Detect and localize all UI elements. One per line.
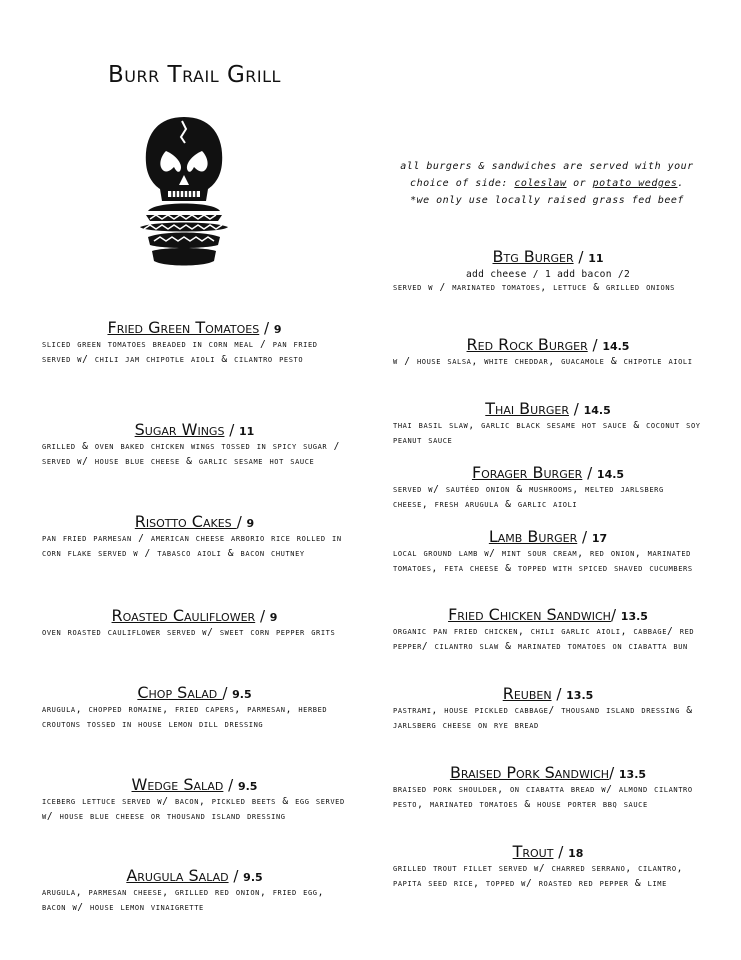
item-description: pan fried parmesan / american cheese arborio rice rolled in corn flake served w / tabasco aioli & bacon chutney [42, 533, 342, 559]
price-separator: / [582, 464, 597, 482]
item-price: 9.5 [243, 871, 263, 884]
item-description: arugula, chopped romaine, fried capers, parmesan, herbed croutons tossed in house lemon dill dressing [42, 704, 328, 730]
menu-item-sugar-wings [42, 420, 347, 469]
item-name: Thai Burger [485, 399, 569, 418]
item-name: Wedge Salad [131, 775, 224, 794]
side-potato-wedges: potato wedges [592, 178, 678, 189]
menu-item-trout [393, 842, 703, 891]
item-description: grilled & oven baked chicken wings tossed in spicy sugar / served w/ house blue cheese & garlic sesame hot sauce [42, 441, 340, 467]
price-separator: / [224, 421, 240, 439]
note-line-2 [392, 175, 702, 192]
item-price: 18 [568, 847, 584, 860]
item-description: organic pan fried chicken, chili garlic aioli, cabbage/ red pepper/ cilantro slaw & marinated tomatoes on ciabatta bun [393, 626, 695, 652]
item-name: Forager Burger [471, 463, 583, 482]
item-price: 17 [591, 532, 608, 545]
menu-item-braised-pork-sandwich [393, 763, 703, 812]
item-name: Roasted Cauliflower [111, 606, 256, 625]
menu-item-red-rock-burger [393, 335, 703, 370]
item-price: 14.5 [602, 340, 630, 353]
item-name: Red Rock Burger [466, 335, 588, 354]
menu-item-forager-burger [393, 463, 703, 512]
price-separator: / [577, 528, 592, 546]
price-separator: / [255, 607, 270, 625]
item-description: arugula, parmesan cheese, grilled red onion, fried egg, bacon w/ house lemon vinaigrette [42, 887, 324, 913]
price-separator: / [228, 867, 244, 885]
menu-item-wedge-salad [42, 775, 347, 824]
item-description: local ground lamb w/ mint sour cream, red onion, marinated tomatoes, feta cheese & topped with spiced shaved cucumbers [393, 548, 693, 574]
item-description: w / house salsa, white cheddar, guacamole & chipotle aioli [393, 356, 693, 367]
item-name: Reuben [502, 684, 552, 703]
note-line-1: all burgers & sandwiches are served with your [400, 161, 694, 172]
note-line-3: *we only use locally raised grass fed beef [410, 195, 684, 206]
item-name: Lamb Burger [488, 527, 578, 546]
price-separator: / [236, 513, 247, 531]
item-price: 14.5 [583, 404, 611, 417]
item-description: served w / marinated tomatoes, lettuce & grilled onions [393, 282, 675, 293]
item-name: Trout [512, 842, 554, 861]
item-price: 9.5 [232, 688, 252, 701]
menu-item-fried-chicken-sandwich [393, 605, 703, 654]
note-period: . [677, 178, 684, 189]
item-name: Arugula Salad [126, 866, 229, 885]
menu-item-roasted-cauliflower [42, 606, 347, 641]
item-description: grilled trout fillet served w/ charred serrano, cilantro, papita seed rice, topped w/ roasted red pepper & lime [393, 863, 684, 889]
menu-item-btg-burger [393, 247, 703, 296]
price-separator: / [573, 248, 589, 266]
item-addons: add cheese / 1 add bacon /2 [465, 269, 631, 280]
skull-burger-logo [134, 115, 234, 270]
side-coleslaw: coleslaw [514, 178, 567, 189]
menu-item-arugula-salad [42, 866, 347, 915]
item-price: 14.5 [596, 468, 625, 481]
menu-item-risotto-cakes [42, 512, 347, 561]
note-side-intro: choice of side: [410, 178, 515, 189]
menu-item-lamb-burger [393, 527, 703, 576]
item-price: 13.5 [566, 689, 594, 702]
item-description: oven roasted cauliflower served w/ sweet corn pepper grits [42, 627, 336, 638]
item-price: 9 [246, 517, 255, 530]
item-price: 11 [239, 425, 255, 438]
menu-item-reuben [393, 684, 703, 733]
price-separator: / [553, 843, 569, 861]
item-price: 9 [273, 323, 282, 336]
item-description: thai basil slaw, garlic black sesame hot sauce & coconut soy peanut sauce [393, 420, 701, 446]
item-name: Chop Salad [137, 683, 223, 702]
item-price: 11 [588, 252, 604, 265]
sides-note [392, 158, 702, 209]
item-name: Fried Chicken Sandwich [448, 605, 611, 624]
item-description: braised pork shoulder, on ciabatta bread w/ almond cilantro pesto, marinated tomatoes & house porter bbq sauce [393, 784, 693, 810]
item-description: sliced green tomatoes breaded in corn meal / pan fried served w/ chili jam chipotle aioli & cilantro pesto [42, 339, 318, 365]
item-price: 9.5 [237, 780, 258, 793]
item-description: served w/ sautéed onion & mushrooms, melted jarlsberg cheese, fresh arugula & garlic aioli [393, 484, 664, 510]
note-or: or [566, 178, 593, 189]
item-name: Sugar Wings [134, 420, 225, 439]
menu-item-thai-burger [393, 399, 703, 448]
price-separator: / [259, 319, 274, 337]
item-name: Btg Burger [492, 247, 574, 266]
price-separator: / [587, 336, 603, 354]
item-price: 13.5 [620, 610, 648, 623]
price-separator: / [609, 764, 619, 782]
price-separator: / [222, 684, 233, 702]
item-price: 13.5 [618, 768, 647, 781]
item-name: Fried Green Tomatoes [107, 318, 260, 337]
price-separator: / [610, 606, 621, 624]
price-separator: / [551, 685, 567, 703]
item-description: iceberg lettuce served w/ bacon, pickled beets & egg served w/ house blue cheese or thousand island dressing [42, 796, 345, 822]
item-price: 9 [269, 611, 278, 624]
item-description: pastrami, house pickled cabbage/ thousand island dressing & jarlsberg cheese on rye bread [393, 705, 693, 731]
restaurant-title: Burr Trail Grill [108, 62, 281, 88]
menu-item-fried-green-tomatoes [42, 318, 347, 367]
item-name: Risotto Cakes [134, 512, 237, 531]
item-name: Braised Pork Sandwich [449, 763, 610, 782]
price-separator: / [223, 776, 238, 794]
menu-item-chop-salad [42, 683, 347, 732]
price-separator: / [568, 400, 584, 418]
